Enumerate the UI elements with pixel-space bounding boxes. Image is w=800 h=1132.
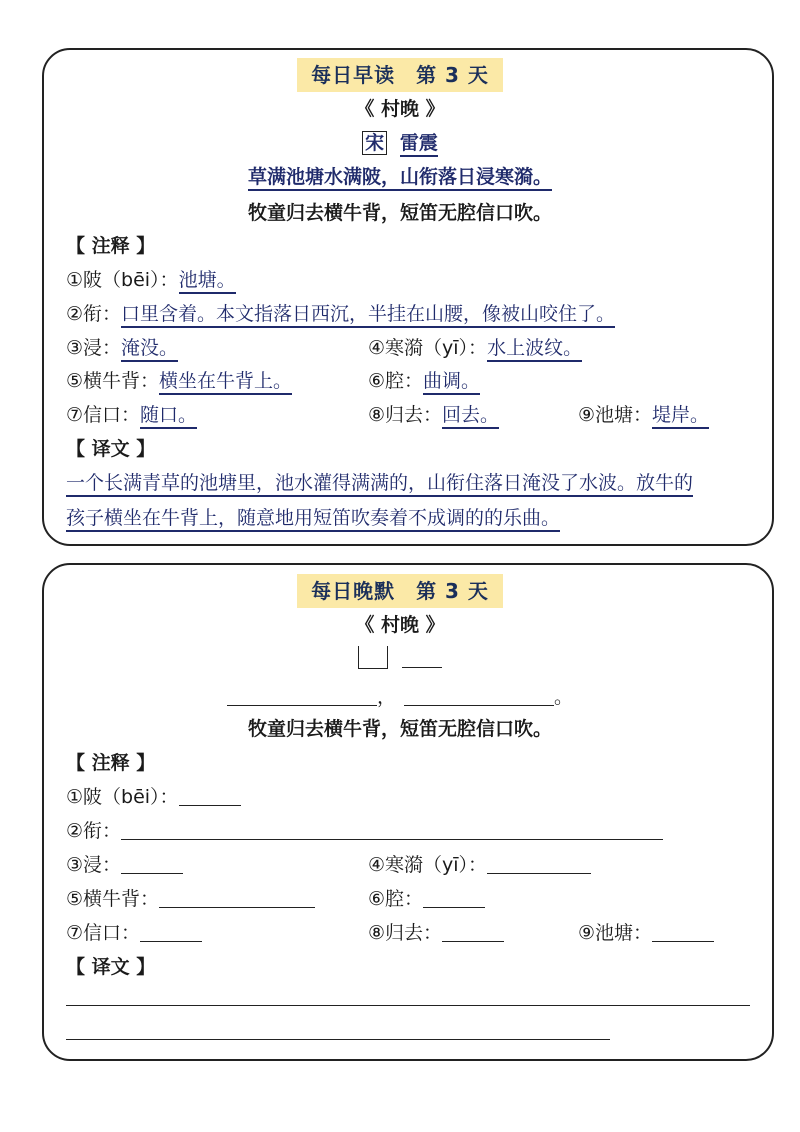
- note-blank[interactable]: [487, 853, 591, 874]
- morning-translation-line1: 一个长满青草的池塘里，池水灌得满满的，山衔住落日淹没了水波。放牛的: [66, 472, 693, 497]
- morning-note-1: [66, 267, 236, 293]
- translation-blank-line-2[interactable]: [66, 1039, 610, 1040]
- evening-poem-title: 《 村晚 》: [355, 614, 445, 636]
- note-label: ⑥腔：: [368, 370, 424, 392]
- evening-note-1: [66, 784, 241, 810]
- note-blank[interactable]: [652, 921, 714, 942]
- translation-blank-line-1[interactable]: [66, 1005, 750, 1006]
- morning-note-8: [368, 402, 499, 428]
- evening-translation-header: 【 译文 】: [66, 956, 156, 978]
- note-blank[interactable]: [159, 887, 315, 908]
- morning-note-6: [368, 368, 480, 394]
- note-answer: 堤岸。: [652, 404, 709, 429]
- comma: ，: [376, 686, 396, 708]
- evening-note-8: [368, 920, 504, 946]
- note-blank[interactable]: [442, 921, 504, 942]
- dynasty-blank[interactable]: [358, 646, 388, 669]
- note-answer: 横坐在牛背上。: [159, 370, 292, 395]
- note-label: ⑤横牛背：: [66, 370, 160, 392]
- note-blank[interactable]: [140, 921, 202, 942]
- evening-line1-row: [0, 684, 800, 710]
- morning-translation-header: 【 译文 】: [66, 438, 156, 460]
- morning-line1: 草满池塘水满陂，山衔落日浸寒漪。: [248, 166, 552, 191]
- note-label: ①陂（bēi）：: [66, 269, 179, 291]
- note-label: ②衔：: [66, 303, 122, 325]
- morning-note-4: [368, 335, 582, 361]
- morning-note-9: [578, 402, 709, 428]
- morning-translation-line1-row: [66, 470, 693, 496]
- note-label: ⑧归去：: [368, 404, 443, 426]
- morning-note-3: [66, 335, 178, 361]
- note-label: ④寒漪（yī）：: [368, 337, 488, 359]
- note-answer: 水上波纹。: [487, 337, 582, 362]
- morning-notes-header: 【 注释 】: [66, 235, 156, 257]
- note-blank[interactable]: [121, 819, 663, 840]
- evening-line2: 牧童归去横牛背，短笛无腔信口吹。: [247, 718, 552, 740]
- note-label: ③浸：: [66, 854, 122, 876]
- note-label: ⑨池塘：: [578, 404, 653, 426]
- line1-second-blank[interactable]: [404, 685, 554, 706]
- period: 。: [554, 686, 574, 708]
- note-label: ①陂（bēi）：: [66, 786, 179, 808]
- note-label: ⑦信口：: [66, 404, 141, 426]
- morning-banner-row: [0, 58, 800, 92]
- morning-note-5: [66, 368, 292, 394]
- morning-line2: 牧童归去横牛背，短笛无腔信口吹。: [247, 202, 552, 224]
- morning-translation-line2-row: [66, 505, 560, 531]
- morning-banner: 每日早读 第 3 天: [297, 58, 503, 92]
- morning-note-7: [66, 402, 197, 428]
- evening-banner-row: [0, 574, 800, 608]
- evening-note-9: [578, 920, 714, 946]
- evening-note-3: [66, 852, 183, 878]
- note-label: ⑦信口：: [66, 922, 141, 944]
- morning-note-2: [66, 301, 615, 327]
- line1-first-blank[interactable]: [227, 685, 377, 706]
- note-label: ⑥腔：: [368, 888, 424, 910]
- note-label: ⑧归去：: [368, 922, 443, 944]
- note-answer: 池塘。: [179, 269, 236, 294]
- evening-note-2: [66, 818, 663, 844]
- evening-note-7: [66, 920, 202, 946]
- note-blank[interactable]: [121, 853, 183, 874]
- morning-dynasty: 宋: [362, 131, 387, 155]
- evening-note-4: [368, 852, 591, 878]
- morning-author: 雷震: [400, 132, 438, 157]
- note-label: ②衔：: [66, 820, 122, 842]
- note-answer: 随口。: [140, 404, 197, 429]
- note-answer: 回去。: [442, 404, 499, 429]
- evening-notes-header: 【 注释 】: [66, 752, 156, 774]
- note-answer: 淹没。: [121, 337, 178, 362]
- evening-author-row: [0, 646, 800, 672]
- note-label: ③浸：: [66, 337, 122, 359]
- evening-note-6: [368, 886, 485, 912]
- note-label: ④寒漪（yī）：: [368, 854, 488, 876]
- evening-banner: 每日晚默 第 3 天: [297, 574, 503, 608]
- note-answer: 口里含着。本文指落日西沉，半挂在山腰，像被山咬住了。: [121, 303, 615, 328]
- note-blank[interactable]: [179, 785, 241, 806]
- note-answer: 曲调。: [423, 370, 480, 395]
- morning-translation-line2: 孩子横坐在牛背上，随意地用短笛吹奏着不成调的的乐曲。: [66, 507, 560, 532]
- morning-line1-row: [0, 164, 800, 190]
- note-label: ⑤横牛背：: [66, 888, 160, 910]
- morning-author-row: [0, 130, 800, 156]
- evening-note-5: [66, 886, 315, 912]
- morning-poem-title: 《 村晚 》: [355, 98, 445, 120]
- note-blank[interactable]: [423, 887, 485, 908]
- author-blank[interactable]: [402, 647, 442, 668]
- note-label: ⑨池塘：: [578, 922, 653, 944]
